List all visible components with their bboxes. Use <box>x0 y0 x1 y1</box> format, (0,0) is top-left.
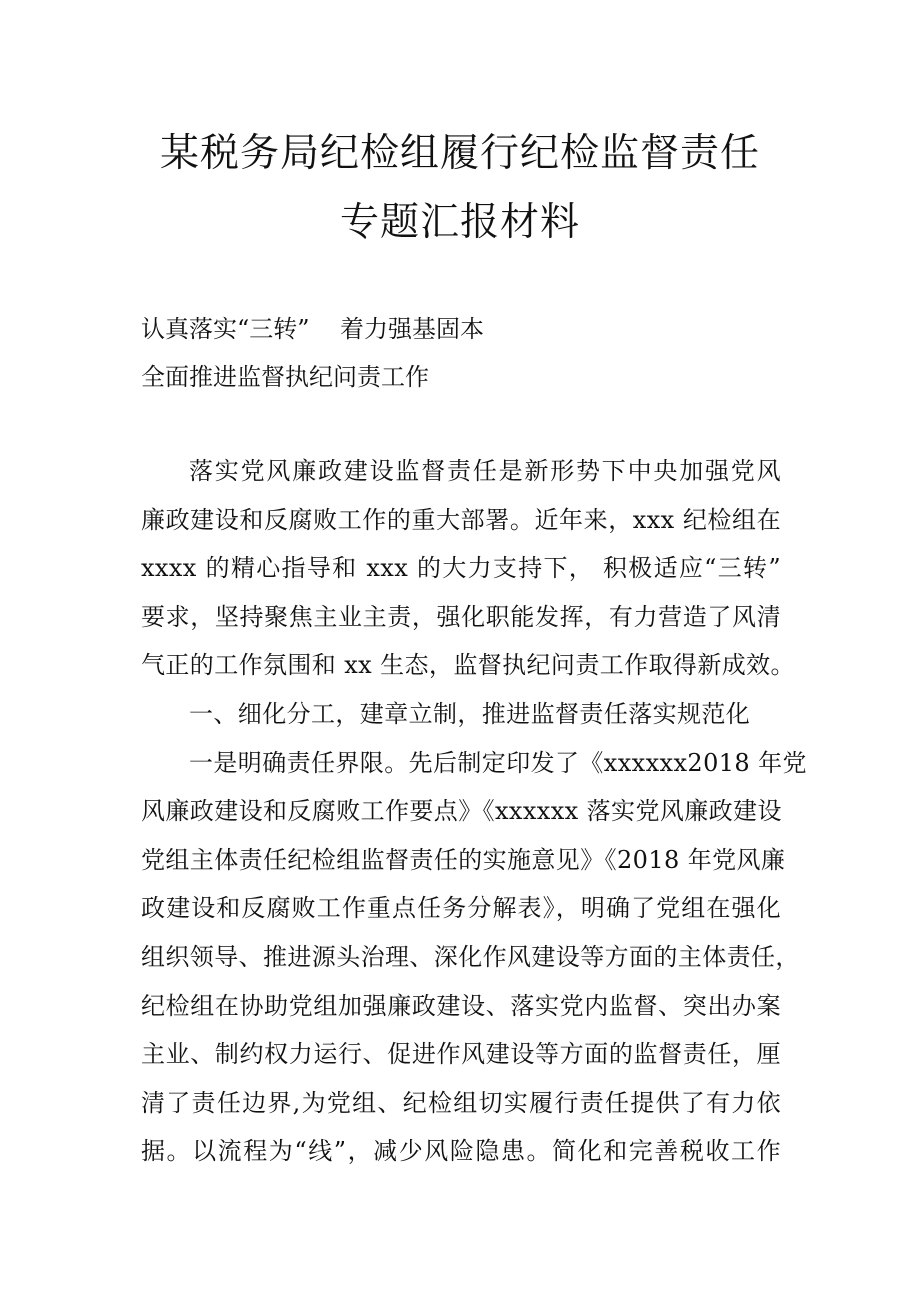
body-line: 党组主体责任纪检组监督责任的实施意见》《2018 年党风廉 <box>141 845 786 874</box>
body-line: 风廉政建设和反腐败工作要点》《xxxxxx 落实党风廉政建设 <box>141 797 782 826</box>
body-line: 政建设和反腐败工作重点任务分解表》，明确了党组在强化 <box>141 894 781 923</box>
document-title-line-1: 某税务局纪检组履行纪检监督责任 <box>159 131 760 176</box>
document-title-line-2: 专题汇报材料 <box>339 200 580 245</box>
body-line: 落实党风廉政建设监督责任是新形势下中央加强党风 <box>189 457 781 485</box>
body-line: 一是明确责任界限。先后制定印发了《xxxxxx2018 年党 <box>189 748 807 777</box>
subtitle-line-1: 认真落实“三转” 着力强基固本 <box>141 315 485 343</box>
document-body <box>141 456 807 1185</box>
body-line: 据。以流程为“线”，减少风险隐患。简化和完善税收工作 <box>141 1137 781 1166</box>
body-line: 廉政建设和反腐败工作的重大部署。近年来，xxx 纪检组在 <box>141 505 781 534</box>
body-line: 气正的工作氛围和 xx 生态，监督执纪问责工作取得新成效。 <box>141 651 795 680</box>
body-line: 主业、制约权力运行、促进作风建设等方面的监督责任，厘 <box>141 1040 781 1069</box>
section-heading: 一、细化分工，建章立制，推进监督责任落实规范化 <box>189 699 751 728</box>
body-line: 纪检组在协助党组加强廉政建设、落实党内监督、突出办案 <box>141 991 781 1020</box>
body-line: 组织领导、推进源头治理、深化作风建设等方面的主体责任， <box>141 942 800 971</box>
body-line: 清了责任边界,为党组、纪检组切实履行责任提供了有力依 <box>141 1088 781 1117</box>
subtitle-line-2: 全面推进监督执纪问责工作 <box>141 363 429 391</box>
body-line: xxxx 的精心指导和 xxx 的大力支持下， 积极适应“三转” <box>141 554 781 583</box>
body-line: 要求，坚持聚焦主业主责，强化职能发挥，有力营造了风清 <box>141 602 781 631</box>
